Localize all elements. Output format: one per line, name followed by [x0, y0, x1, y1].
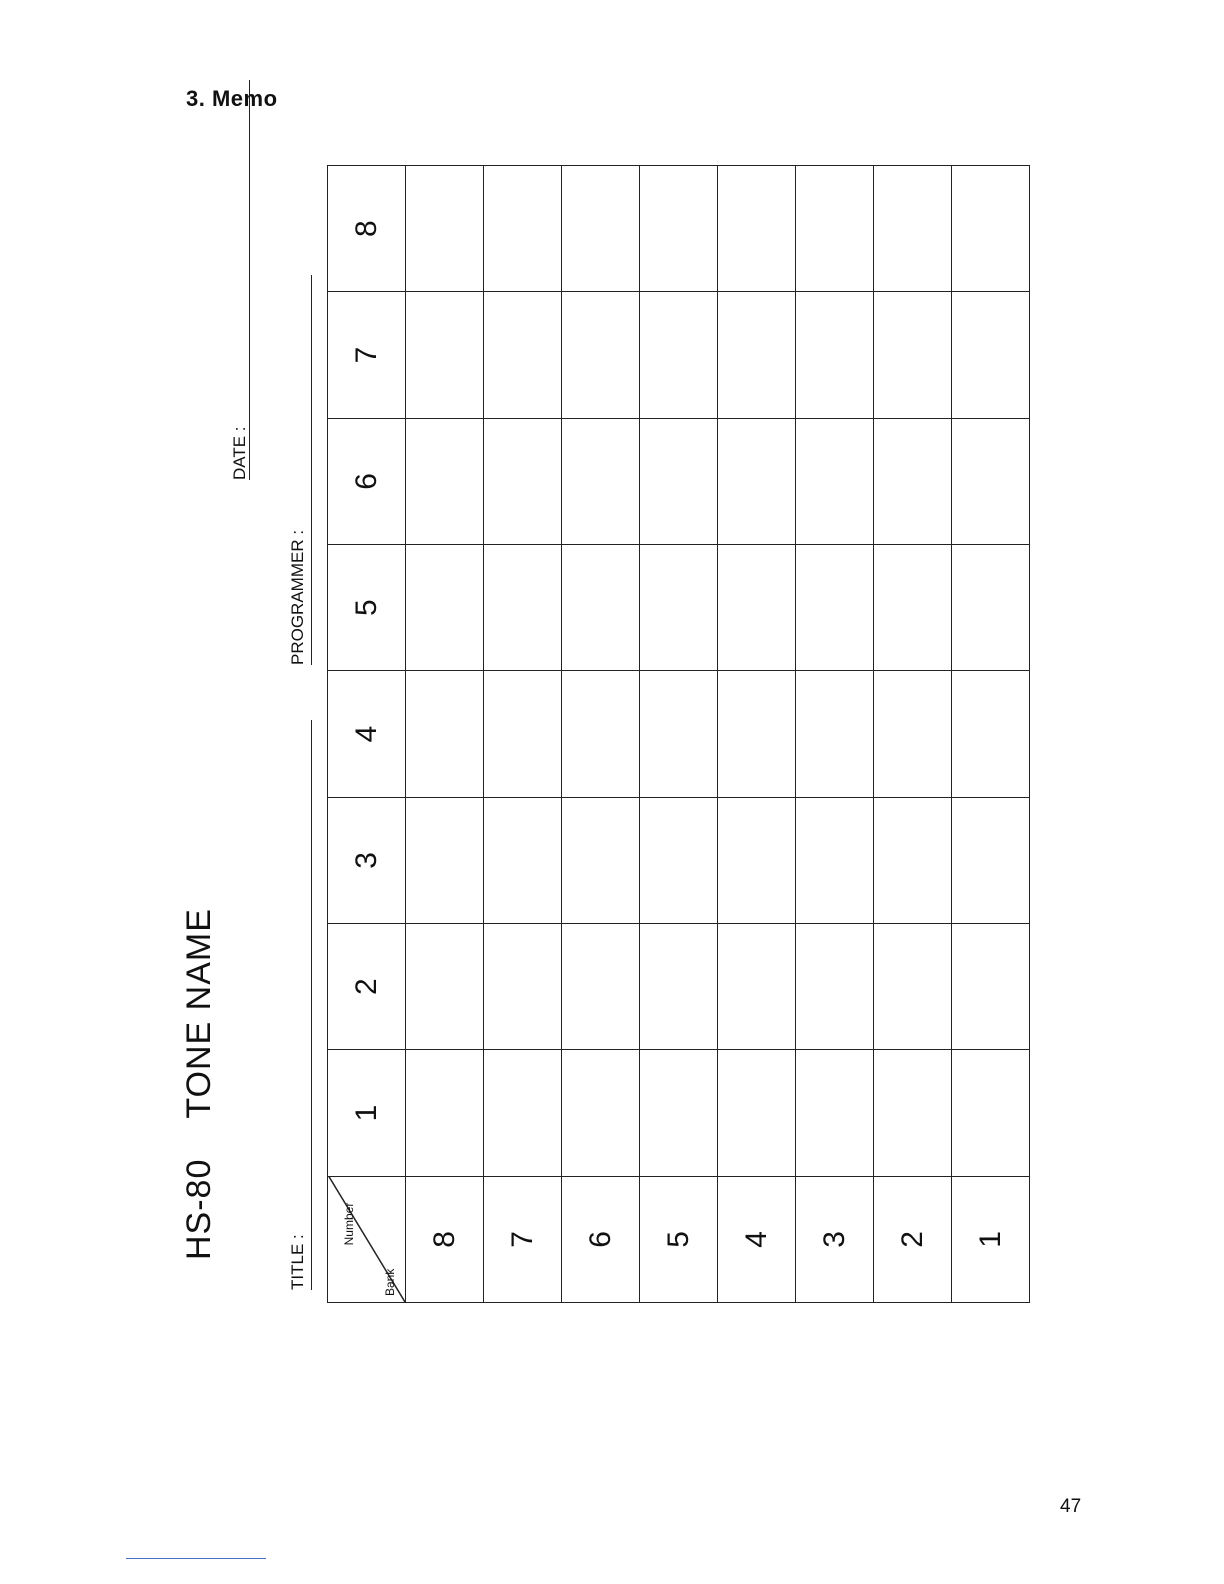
tone-cell[interactable] [796, 797, 874, 923]
tone-cell[interactable] [640, 924, 718, 1050]
tone-cell[interactable] [640, 292, 718, 418]
tone-cell[interactable] [874, 166, 952, 292]
tone-cell[interactable] [406, 418, 484, 544]
tone-cell[interactable] [952, 418, 1030, 544]
number-header-2: 2 [874, 1176, 952, 1302]
tone-cell[interactable] [796, 418, 874, 544]
tone-cell[interactable] [406, 797, 484, 923]
tone-cell[interactable] [874, 1050, 952, 1176]
tone-cell[interactable] [406, 166, 484, 292]
tone-cell[interactable] [952, 166, 1030, 292]
tone-cell[interactable] [484, 418, 562, 544]
tone-cell[interactable] [952, 671, 1030, 797]
tone-cell[interactable] [562, 797, 640, 923]
programmer-line[interactable] [311, 275, 312, 665]
bank-number-corner [328, 1176, 406, 1302]
title-line[interactable] [311, 720, 312, 1290]
bank-header-6: 6 [328, 418, 406, 544]
tone-cell[interactable] [952, 545, 1030, 671]
tone-cell[interactable] [406, 1050, 484, 1176]
bank-header-5: 5 [328, 545, 406, 671]
tone-cell[interactable] [874, 545, 952, 671]
tone-cell[interactable] [952, 1050, 1030, 1176]
tone-cell[interactable] [718, 1050, 796, 1176]
number-header-4: 4 [718, 1176, 796, 1302]
number-header-5: 5 [640, 1176, 718, 1302]
tone-cell[interactable] [640, 1050, 718, 1176]
tone-cell[interactable] [874, 671, 952, 797]
programmer-label: PROGRAMMER : [288, 529, 307, 665]
number-row-6 [562, 166, 640, 1303]
tone-cell[interactable] [874, 797, 952, 923]
tone-cell[interactable] [406, 671, 484, 797]
tone-cell[interactable] [484, 1050, 562, 1176]
tone-cell[interactable] [718, 292, 796, 418]
number-row-3 [796, 166, 874, 1303]
tone-cell[interactable] [796, 292, 874, 418]
tone-name-sheet [160, 165, 1060, 1325]
tone-cell[interactable] [952, 924, 1030, 1050]
number-row-7 [484, 166, 562, 1303]
tone-cell[interactable] [796, 166, 874, 292]
tone-cell[interactable] [874, 418, 952, 544]
number-header-3: 3 [796, 1176, 874, 1302]
tone-grid [327, 165, 1030, 1303]
number-row-5 [640, 166, 718, 1303]
tone-cell[interactable] [718, 166, 796, 292]
tone-cell[interactable] [796, 545, 874, 671]
model-name: HS-80 [180, 1158, 218, 1260]
tone-cell[interactable] [640, 166, 718, 292]
page-number: 47 [1060, 1496, 1082, 1517]
tone-cell[interactable] [562, 924, 640, 1050]
tone-name-title: TONE NAME [180, 908, 218, 1119]
tone-cell[interactable] [406, 545, 484, 671]
tone-cell[interactable] [562, 166, 640, 292]
bank-axis-label: Bank [383, 1268, 397, 1296]
tone-cell[interactable] [718, 418, 796, 544]
page-heading: 3. Memo [186, 86, 278, 111]
tone-cell[interactable] [796, 671, 874, 797]
bank-header-3: 3 [328, 797, 406, 923]
sheet-title [180, 908, 219, 1260]
title-label: TITLE : [288, 1234, 307, 1290]
bank-header-7: 7 [328, 292, 406, 418]
tone-cell[interactable] [718, 671, 796, 797]
bank-header-8: 8 [328, 166, 406, 292]
tone-cell[interactable] [484, 924, 562, 1050]
bank-header-1: 1 [328, 1050, 406, 1176]
tone-cell[interactable] [874, 924, 952, 1050]
number-header-6: 6 [562, 1176, 640, 1302]
tone-cell[interactable] [796, 1050, 874, 1176]
header-row [328, 166, 406, 1303]
tone-cell[interactable] [952, 797, 1030, 923]
tone-cell[interactable] [484, 671, 562, 797]
tone-cell[interactable] [562, 671, 640, 797]
number-header-7: 7 [484, 1176, 562, 1302]
tone-cell[interactable] [406, 924, 484, 1050]
tone-cell[interactable] [484, 166, 562, 292]
number-row-1 [952, 166, 1030, 1303]
bottom-rule [126, 1558, 266, 1559]
number-row-4 [718, 166, 796, 1303]
tone-cell[interactable] [562, 418, 640, 544]
tone-cell[interactable] [874, 292, 952, 418]
tone-cell[interactable] [640, 545, 718, 671]
tone-cell[interactable] [484, 545, 562, 671]
bank-header-4: 4 [328, 671, 406, 797]
tone-cell[interactable] [640, 418, 718, 544]
tone-cell[interactable] [562, 292, 640, 418]
tone-cell[interactable] [718, 797, 796, 923]
tone-cell[interactable] [484, 797, 562, 923]
date-label: DATE : [230, 426, 249, 480]
number-row-2 [874, 166, 952, 1303]
date-line[interactable] [249, 80, 250, 480]
tone-cell[interactable] [718, 545, 796, 671]
tone-cell[interactable] [484, 292, 562, 418]
number-row-8 [406, 166, 484, 1303]
number-axis-label: Number [342, 1202, 356, 1246]
tone-cell[interactable] [718, 924, 796, 1050]
tone-cell[interactable] [952, 292, 1030, 418]
tone-cell[interactable] [562, 545, 640, 671]
number-header-8: 8 [406, 1176, 484, 1302]
tone-cell[interactable] [562, 1050, 640, 1176]
bank-header-2: 2 [328, 924, 406, 1050]
number-header-1: 1 [952, 1176, 1030, 1302]
tone-cell[interactable] [640, 671, 718, 797]
tone-cell[interactable] [796, 924, 874, 1050]
tone-cell[interactable] [640, 797, 718, 923]
tone-cell[interactable] [406, 292, 484, 418]
